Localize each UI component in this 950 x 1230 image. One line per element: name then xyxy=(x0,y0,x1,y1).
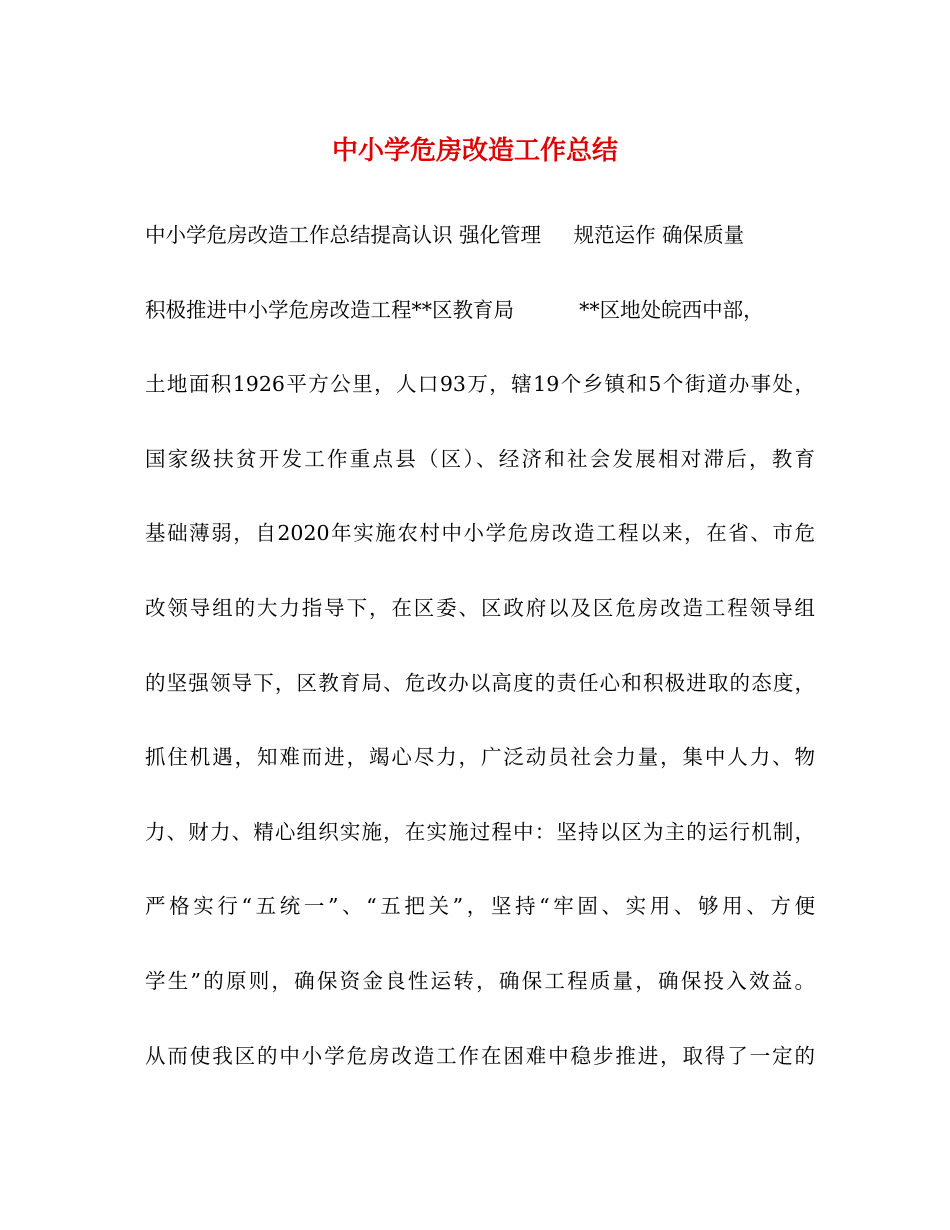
body-line-9: 力、财力、精心组织实施，在实施过程中：坚持以区为主的运行机制， xyxy=(145,819,815,844)
body-line-4: 国家级扶贫开发工作重点县（区）、经济和社会发展相对滞后，教育 xyxy=(145,446,815,471)
body-line-10: 严格实行“五统一”、“五把关”，坚持“牢固、实用、够用、方便 xyxy=(145,894,815,919)
body-line-5: 基础薄弱，自2020年实施农村中小学危房改造工程以来，在省、市危 xyxy=(145,521,815,546)
document-title: 中小学危房改造工作总结 xyxy=(331,136,618,166)
body-line-7: 的坚强领导下，区教育局、危改办以高度的责任心和积极进取的态度， xyxy=(145,670,815,695)
body-line-3: 土地面积1926平方公里，人口93万，辖19个乡镇和5个街道办事处， xyxy=(145,372,815,397)
document-body xyxy=(145,216,815,1111)
body-line-12: 从而使我区的中小学危房改造工作在困难中稳步推进，取得了一定的 xyxy=(145,1043,815,1068)
body-line-2: 积极推进中小学危房改造工程**区教育局 **区地处皖西中部， xyxy=(145,297,764,322)
body-line-6: 改领导组的大力指导下，在区委、区政府以及区危房改造工程领导组 xyxy=(145,595,815,620)
body-line-8: 抓住机遇，知难而进，竭心尽力，广泛动员社会力量，集中人力、物 xyxy=(145,745,815,770)
body-line-11: 学生”的原则，确保资金良性运转，确保工程质量，确保投入效益。 xyxy=(145,968,815,993)
body-line-1: 中小学危房改造工作总结提高认识 强化管理 规范运作 确保质量 xyxy=(145,223,745,247)
